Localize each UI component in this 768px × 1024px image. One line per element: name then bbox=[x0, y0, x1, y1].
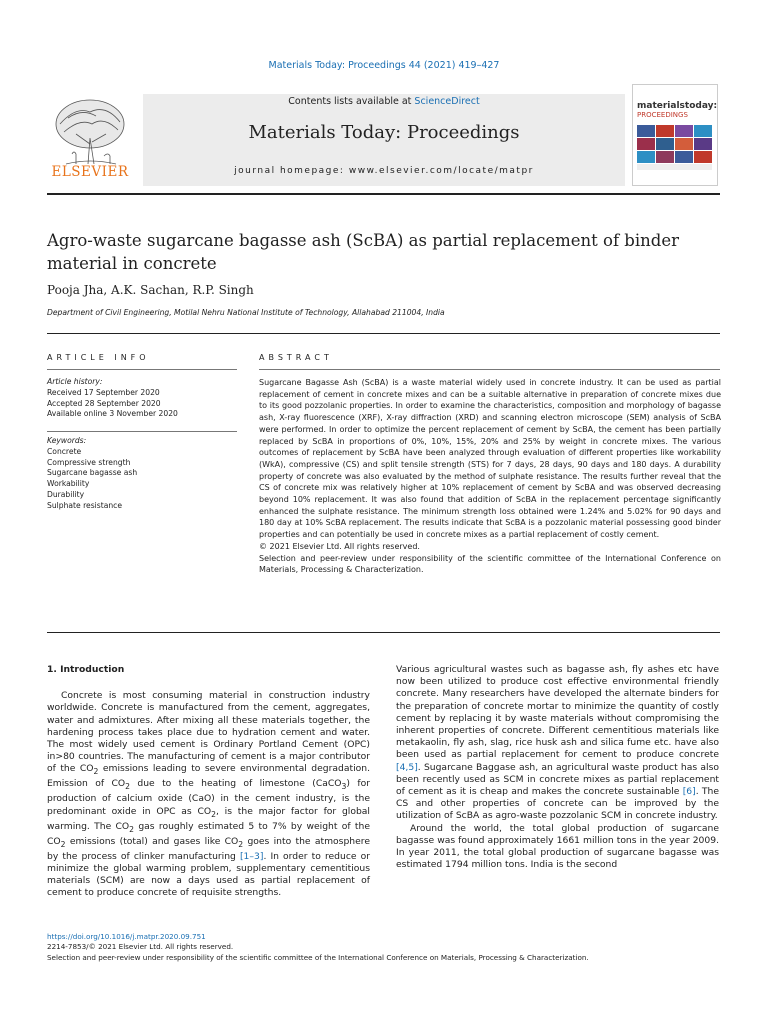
doi-link[interactable]: https://doi.org/10.1016/j.matpr.2020.09.751 bbox=[47, 932, 206, 941]
history-online: Available online 3 November 2020 bbox=[47, 409, 178, 419]
contents-prefix: Contents lists available at bbox=[288, 96, 415, 107]
body-column-left bbox=[47, 664, 370, 900]
article-history bbox=[47, 377, 222, 420]
abstract-heading: ABSTRACT bbox=[259, 353, 333, 362]
keyword: Durability bbox=[47, 489, 85, 499]
sciencedirect-link[interactable]: ScienceDirect bbox=[414, 96, 480, 107]
header-rule bbox=[47, 193, 720, 195]
issn-line: 2214-7853/© 2021 Elsevier Ltd. All rights reserved. bbox=[47, 942, 234, 952]
abstract-review-note: Selection and peer-review under responsibility of the scientific committee of the International Conference on Materials, Processing & Characterization. bbox=[259, 553, 721, 575]
history-label: Article history: bbox=[47, 377, 103, 386]
abstract-body bbox=[259, 377, 721, 576]
abstract-text: Sugarcane Bagasse Ash (ScBA) is a waste material widely used in concrete industry. It can be used as partial replacement of cement in concrete mixes and can be a suitable alternative in preparation of concrete mixes due to its good pozzolanic properties. In order to examine the characteristics, composition and morphology of bagasse ash, X-ray fluorescence (XRF), X-ray diffraction (XRD) and scanning electron microscope (SEM) analysis of ScBA were performed. In order to optimize the percent replacement of cement by ScBA, the cement has been partially replaced by ScBA in proportions of 0%, 10%, 15%, 20% and 25% by weight in concrete mixes. The various outcomes of replacement by ScBA have been analyzed through evaluation of different properties like workability (WkA), compressive (CS) and split tensile strength (STS) for 7 days, 28 days, 90 days and 180 days. A durability property of concrete was also evaluated by the method of sulphate resistance. The results further reveal that the CS of concrete mix was relatively higher at 10% replacement of cement by ScBA and was observed decreasing beyond 10% replacement. It was also found that addition of ScBA in the replacement percentage significantly enhanced the sulphate resistance. The minimum strength loss obtained were 1.24% and 5.02% for 90 days and 180 day at 10% ScBA replacement. The results indicate that ScBA is a pozzolanic material possessing good binder properties and can potentially be used in concrete mixes as a partial replacement of costly cement. bbox=[259, 378, 721, 540]
journal-cover bbox=[632, 84, 718, 186]
elsevier-logo bbox=[46, 94, 134, 186]
footer-review-note: Selection and peer-review under responsibility of the scientific committee of the International Conference on Materials, Processing & Characterization. bbox=[47, 952, 589, 962]
journal-homepage bbox=[143, 166, 625, 176]
info-rule bbox=[47, 369, 237, 370]
history-accepted: Accepted 28 September 2020 bbox=[47, 398, 161, 408]
citation-link[interactable]: [6] bbox=[682, 786, 696, 798]
article-info-heading: ARTICLE INFO bbox=[47, 353, 150, 362]
keywords-list bbox=[47, 436, 222, 512]
contents-line bbox=[143, 96, 625, 107]
cover-mosaic-icon bbox=[637, 125, 713, 177]
abstract-rule bbox=[259, 369, 720, 370]
body-column-right bbox=[396, 664, 719, 871]
homepage-prefix: journal homepage: bbox=[234, 166, 349, 176]
keyword: Concrete bbox=[47, 446, 82, 456]
intro-paragraph-2: Various agricultural wastes such as bagasse ash, fly ashes etc have now been utilized to produce cost effective environmental friendly concrete. Many researchers have developed the alternate binders for the preparation of concrete mortar to minimize the quantity of costly cement by replacing it by waste materials without compromising the inherent properties of concrete. Different cementitious materials like metakaolin, fly ash, slag, rice husk ash and silica fume etc. have also been used as partial replacement for cement to produce concrete [4,5]. Sugarcane Baggase ash, an agricultural waste product has also been recently used as SCM in concrete mixes as partial replacement of cement as it is cheap and makes the concrete sustainable [6]. The CS and other properties of concrete can be improved by the utilization of ScBA as agro-waste pozzolanic SCM in concrete industry. bbox=[396, 664, 719, 822]
keyword: Sugarcane bagasse ash bbox=[47, 468, 138, 478]
keyword: Workability bbox=[47, 479, 90, 489]
publisher-name: ELSEVIER bbox=[51, 164, 129, 180]
cover-subtitle: PROCEEDINGS bbox=[637, 111, 688, 119]
section-heading: 1. Introduction bbox=[47, 664, 125, 675]
history-received: Received 17 September 2020 bbox=[47, 387, 160, 397]
citation-link[interactable]: [4,5] bbox=[396, 761, 418, 773]
intro-paragraph-3: Around the world, the total global production of sugarcane bagasse was found approximately 1661 million tons in the year 2009. In year 2011, the total global production of sugarcane bagasse was estimated 1794 million tons. India is the second bbox=[396, 822, 719, 871]
keyword: Sulphate resistance bbox=[47, 500, 123, 510]
article-authors[interactable]: Pooja Jha, A.K. Sachan, R.P. Singh bbox=[47, 283, 254, 297]
keywords-label: Keywords: bbox=[47, 436, 87, 445]
intro-paragraph-1: Concrete is most consuming material in construction industry worldwide. Concrete is manufactured from the cement, aggregates, water and admixtures. After mixing all these materials together, the hardening process takes place due to hydration cement and water. The most widely used cement is Ordinary Portland Cement (OPC) in>80 countries. The manufacturing of cement is a major contributor of the $CO_2$ emissions leading to severe environmental degradation. Emission of $CO_2$ due to the heating of limestone (CaCO$_3$) for production of calcium oxide (CaO) in the cement industry, is the predominant oxide in OPC as $CO_2$, is the major factor for global warming. The $CO_2$ gas roughly estimated 5 to 7% by weight of the $CO_2$ emissions (total) and gases like $CO_2$ goes into the atmosphere by the process of clinker manufacturing [1–3]. In order to reduce or minimize the global warming problem, supplementary cementitious materials (SCM) are now a days used as partial replacement of cement to produce concrete of requisite strengths. bbox=[47, 690, 371, 899]
citation-link[interactable]: [1–3] bbox=[239, 850, 264, 862]
body-rule bbox=[47, 632, 720, 633]
abstract-copyright: © 2021 Elsevier Ltd. All rights reserved. bbox=[259, 541, 420, 551]
article-title: Agro-waste sugarcane bagasse ash (ScBA) as partial replacement of binder material in concrete bbox=[47, 231, 679, 273]
title-rule bbox=[47, 333, 720, 334]
keyword: Compressive strength bbox=[47, 457, 131, 467]
cover-title: materialstoday: bbox=[637, 101, 718, 111]
journal-title: Materials Today: Proceedings bbox=[248, 122, 520, 143]
info-rule-2 bbox=[47, 431, 237, 432]
author-affiliation: Department of Civil Engineering, Motilal Nehru National Institute of Technology, Allahabad 211004, India bbox=[47, 308, 445, 317]
page-footer bbox=[47, 932, 747, 963]
journal-citation[interactable]: Materials Today: Proceedings 44 (2021) 419–427 bbox=[268, 60, 500, 71]
homepage-link[interactable]: www.elsevier.com/locate/matpr bbox=[348, 166, 534, 176]
